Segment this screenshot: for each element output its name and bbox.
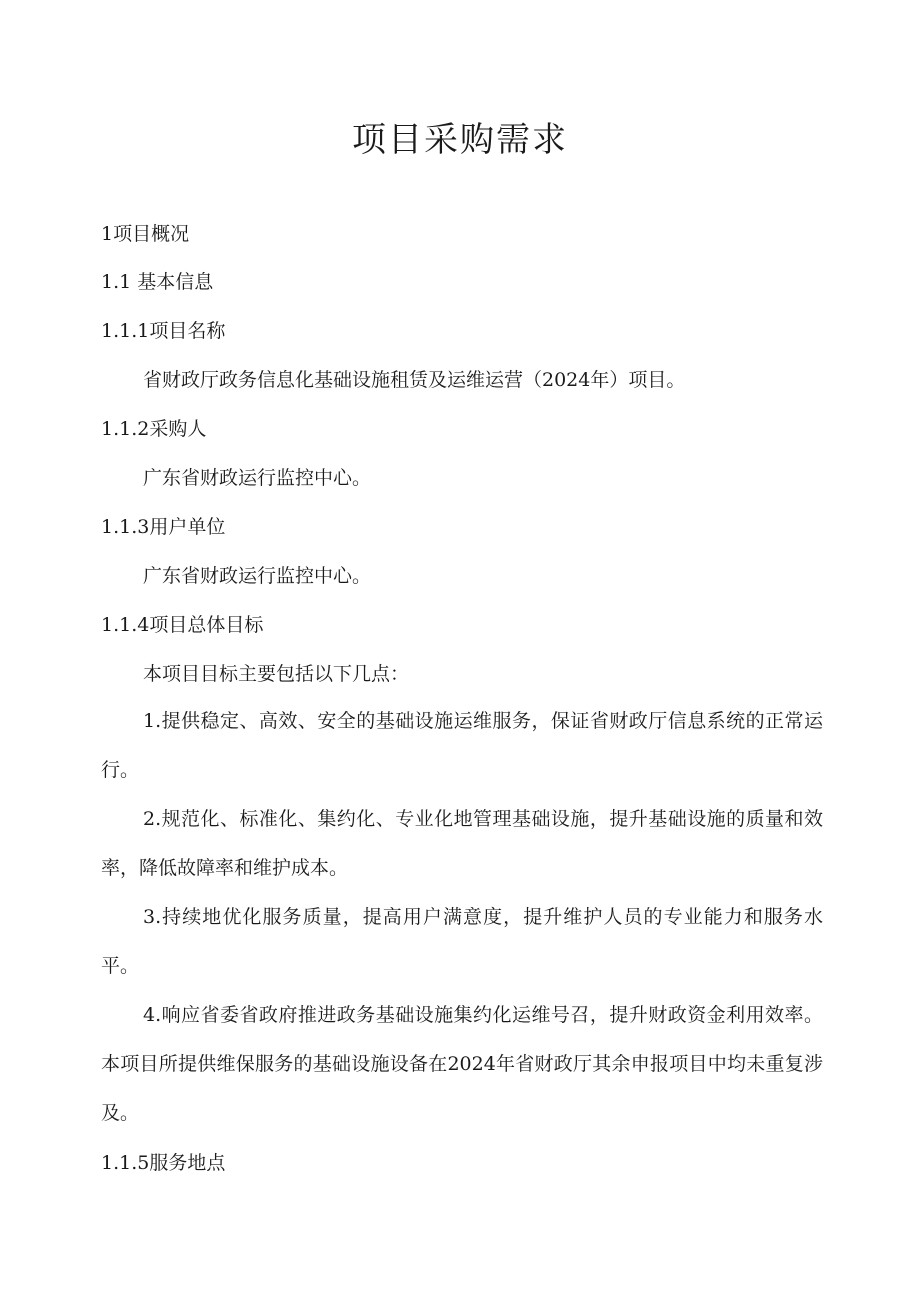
section-heading-1-1: 1.1 基本信息: [101, 271, 214, 293]
objectives-intro-text: 本项目目标主要包括以下几点：: [143, 663, 410, 685]
section-heading-1-1-1: 1.1.1项目名称: [101, 320, 226, 342]
objective-point-4: 4.响应省委省政府推进政务基础设施集约化运维号召，提升财政资金利用效率。本项目所提供维保服务的基础设施设备在2024年省财政厅其余申报项目中均未重复涉及。: [101, 1004, 823, 1124]
purchaser-text: 广东省财政运行监控中心。: [143, 467, 372, 489]
section-heading-1: 1项目概况: [101, 223, 190, 245]
section-heading-1-1-5: 1.1.5服务地点: [101, 1152, 226, 1174]
user-unit-text: 广东省财政运行监控中心。: [143, 565, 372, 587]
objective-point-1: 1.提供稳定、高效、安全的基础设施运维服务，保证省财政厅信息系统的正常运行。: [101, 710, 823, 781]
section-heading-1-1-3: 1.1.3用户单位: [101, 516, 226, 538]
section-heading-1-1-4: 1.1.4项目总体目标: [101, 614, 264, 636]
section-heading-1-1-2: 1.1.2采购人: [101, 418, 207, 440]
page-title: 项目采购需求: [352, 120, 568, 160]
objective-point-3: 3.持续地优化服务质量，提高用户满意度，提升维护人员的专业能力和服务水平。: [101, 906, 823, 977]
project-name-text: 省财政厅政务信息化基础设施租赁及运维运营（2024年）项目。: [143, 369, 686, 391]
objective-point-2: 2.规范化、标准化、集约化、专业化地管理基础设施，提升基础设施的质量和效率，降低故障率和维护成本。: [101, 808, 823, 879]
